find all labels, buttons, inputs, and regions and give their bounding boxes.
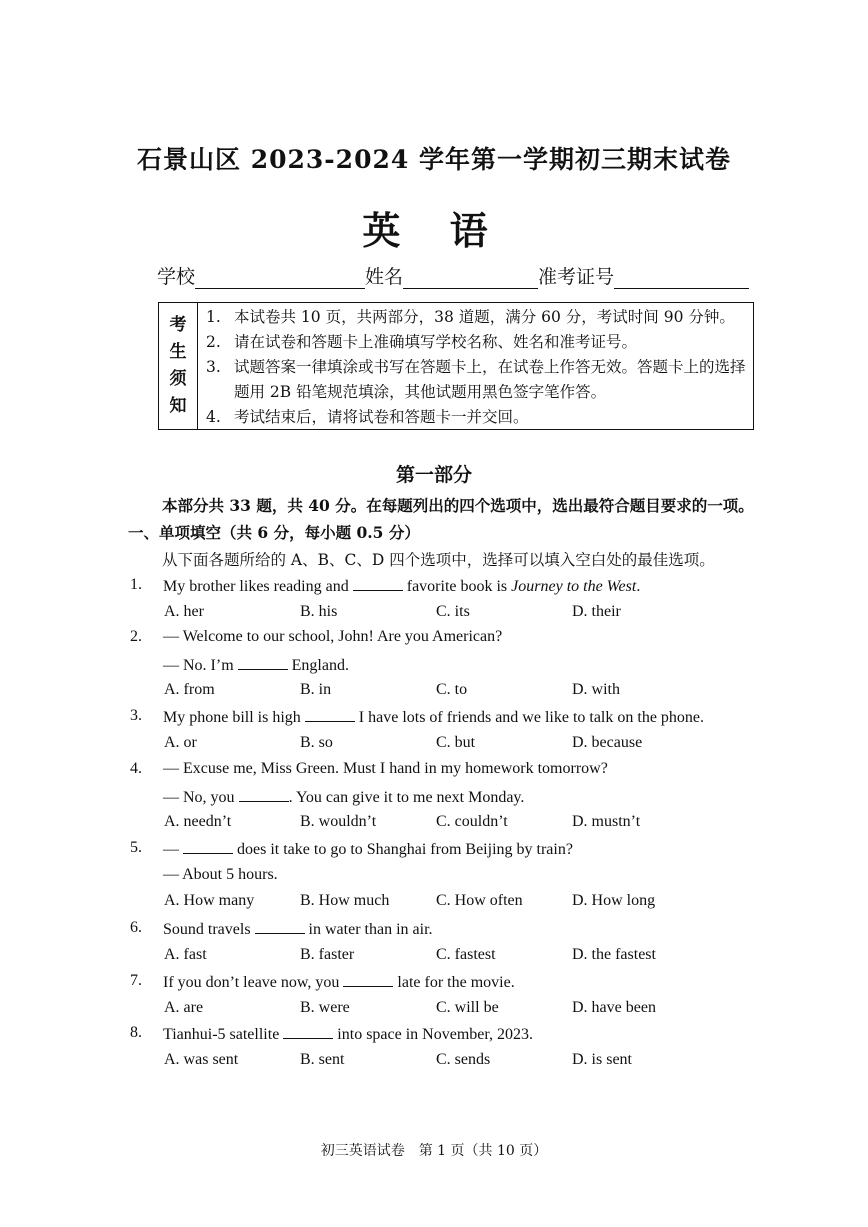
stem-text: If you don’t leave now, you [163,974,344,991]
page-footer: 初三英语试卷 第 1 页（共 10 页） [320,1143,548,1159]
question-stem [163,628,502,646]
stem-text: . [636,578,641,595]
stem-text: late for the movie. [393,974,515,991]
notice-heading: 考 生 须 知 [159,303,198,429]
stem-text: I have lots of friends and we like to talk on the phone. [354,709,705,726]
answer-option[interactable]: C. sends [436,1050,491,1068]
answer-option[interactable]: B. How much [300,892,390,909]
stem-text: . You can give it to me next Monday. [288,788,525,806]
question-number: 4. [130,760,142,777]
section-instructions: 从下面各题所给的 A、B、C、D 四个选项中，选择可以填入空白处的最佳选项。 [162,551,715,569]
answer-option[interactable]: D. the fastest [572,945,656,963]
answer-option[interactable]: D. have been [572,998,656,1016]
answer-option[interactable]: C. How often [436,892,523,909]
stem-text: — [163,841,183,858]
question-stem [163,972,515,992]
answer-option[interactable]: D. How long [572,892,656,909]
stem-text: My phone bill is high [163,709,305,726]
answer-option[interactable]: C. to [436,681,468,698]
question-stem [163,760,608,778]
notice-item: 2. 请在试卷和答题卡上准确填写学校名称、姓名和准考证号。 [206,333,638,351]
answer-blank [238,655,288,670]
stem-text: in water than in air. [304,921,433,938]
stem-text: Sound travels [163,921,255,938]
answer-option[interactable]: C. couldn’t [436,813,508,830]
stem-text: does it take to go to Shanghai from Beijing by train? [233,841,573,858]
question-stem [163,787,524,807]
notice-item: 3. 试题答案一律填涂或书写在答题卡上，在试卷上作答无效。答题卡上的选择题用 2B 铅笔规范填涂，其他试题用黑色签字笔作答。 [206,358,746,401]
answer-option[interactable]: A. fast [164,945,207,963]
answer-option[interactable]: B. in [300,681,332,698]
answer-option[interactable]: B. so [300,733,333,751]
stem-text: — Excuse me, Miss Green. Must I hand in my homework tomorrow? [163,760,608,777]
answer-option[interactable]: A. are [164,998,204,1016]
school-field[interactable] [195,268,365,289]
notice-item: 1. 本试卷共 10 页，共两部分，38 道题，满分 60 分，考试时间 90 分钟。 [206,308,735,326]
answer-blank [183,839,233,854]
answer-option[interactable]: A. her [164,602,204,620]
student-info-row [157,262,757,289]
question-stem [163,1024,533,1044]
name-field[interactable] [403,268,538,289]
answer-option[interactable]: C. will be [436,998,499,1016]
stem-text: Tianhui-5 satellite [163,1026,284,1043]
notice-list [198,303,753,429]
answer-option[interactable]: A. was sent [164,1050,239,1068]
part-one-title: 第一部分 [395,464,472,486]
stem-text: — No. I’m [163,656,238,674]
answer-blank [343,972,393,987]
answer-blank [255,919,305,934]
question-number: 5. [130,839,142,856]
question-number: 8. [130,1024,142,1041]
answer-blank [239,787,289,802]
answer-option[interactable]: D. because [572,733,643,751]
stem-text: England. [287,656,349,674]
part-one-intro: 本部分共 33 题，共 40 分。在每题列出的四个选项中，选出最符合题目要求的一项。 [162,496,754,515]
answer-option[interactable]: D. their [572,602,621,620]
question-stem [163,655,349,675]
exam-notice-box [158,302,754,430]
notice-item: 4. 考试结束后，请将试卷和答题卡一并交回。 [206,408,529,426]
question-number: 7. [130,972,142,989]
stem-text: into space in November, 2023. [333,1026,534,1043]
answer-option[interactable]: B. sent [300,1050,345,1068]
name-label: 姓名 [365,266,404,288]
question-stem [163,866,278,884]
stem-text: — Welcome to our school, John! Are you American? [163,628,503,645]
answer-option[interactable]: B. were [300,998,350,1016]
answer-blank [305,707,355,722]
answer-option[interactable]: B. his [300,602,338,620]
answer-option[interactable]: D. is sent [572,1050,632,1068]
question-number: 1. [130,576,142,593]
subject-title: 英 语 [362,208,506,253]
stem-text: — No, you [163,788,239,806]
question-stem [163,707,704,727]
stem-text: — About 5 hours. [163,865,278,883]
stem-text: favorite book is [402,578,512,595]
answer-option[interactable]: D. mustn’t [572,813,641,830]
answer-blank [283,1024,333,1039]
section-heading: 一、单项填空（共 6 分，每小题 0.5 分） [128,523,420,542]
question-number: 3. [130,707,142,724]
question-stem [163,576,640,596]
answer-blank [353,576,403,591]
answer-option[interactable]: C. but [436,733,476,751]
exam-id-field[interactable] [614,268,749,289]
answer-option[interactable]: B. wouldn’t [300,813,377,830]
answer-option[interactable]: A. How many [164,892,255,909]
exam-id-label: 准考证号 [538,266,615,288]
question-stem [163,839,573,859]
answer-option[interactable]: A. from [164,681,215,698]
answer-option[interactable]: A. needn’t [164,813,232,830]
question-stem [163,919,433,939]
answer-option[interactable]: C. fastest [436,945,496,963]
question-number: 2. [130,628,142,645]
answer-option[interactable]: B. faster [300,945,355,963]
school-label: 学校 [157,266,196,288]
answer-option[interactable]: A. or [164,733,197,751]
exam-title: 石景山区 2023-2024 学年第一学期初三期末试卷 [137,145,731,174]
book-title: Journey to the West [511,578,637,595]
question-number: 6. [130,919,142,936]
answer-option[interactable]: D. with [572,681,620,698]
stem-text: My brother likes reading and [163,578,353,595]
answer-option[interactable]: C. its [436,602,470,620]
